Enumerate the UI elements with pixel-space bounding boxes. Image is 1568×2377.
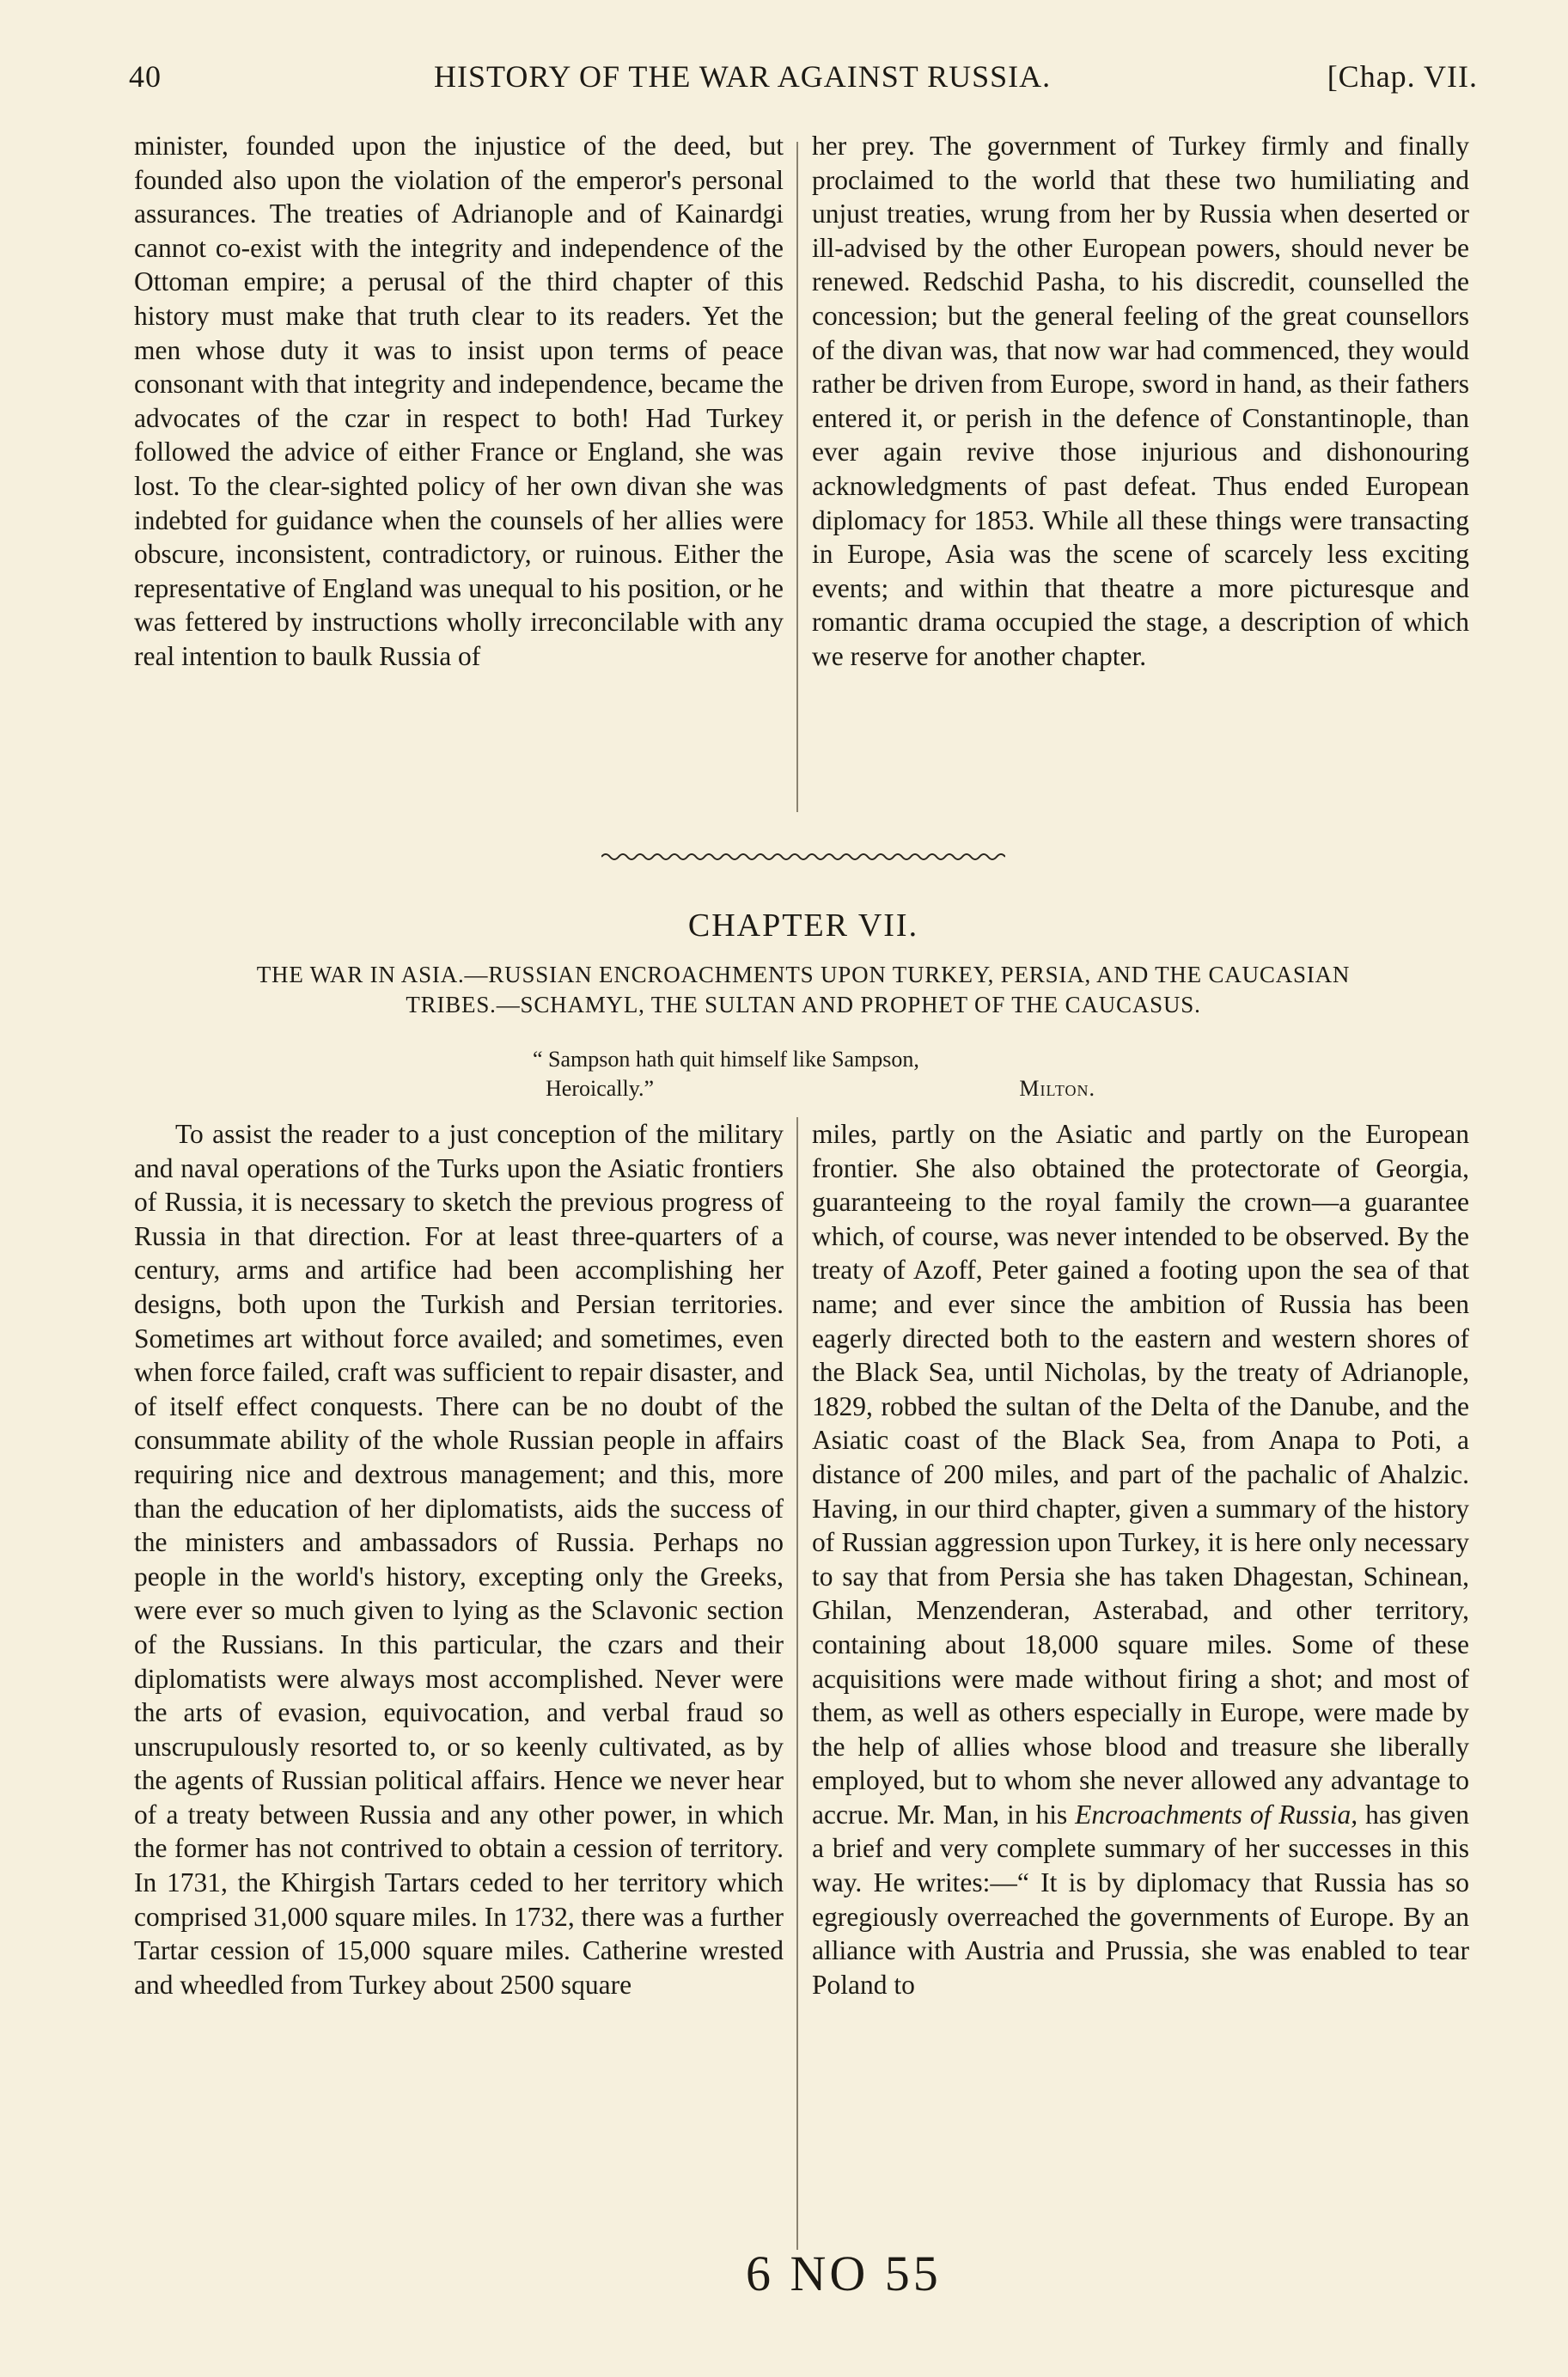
page-number: 40 <box>129 59 162 94</box>
top-left-column <box>134 129 784 816</box>
paragraph <box>812 1117 1469 2001</box>
epigraph-author: Milton. <box>1019 1076 1095 1101</box>
chapter-title-line-1: THE WAR IN ASIA.—RUSSIAN ENCROACHMENTS UPON TURKEY, PERSIA, AND THE CAUCASIAN <box>256 962 1351 987</box>
epigraph-line-2-text: Heroically.” <box>546 1076 655 1101</box>
book-title-italic: Encroachments of Russia, <box>1075 1799 1358 1830</box>
bottom-right-column <box>812 1117 1469 2250</box>
running-chapter: [Chap. VII. <box>1327 59 1478 94</box>
paragraph: To assist the reader to a just conception of the military and naval operations of the Turks upon the Asiatic frontiers of Russia, it is necessary to sketch the previous progress of Russia in that direction. For at least three-quarters of a century, arms and artifice had been accomplishing her designs, both upon the Turkish and Persian territories. Sometimes art without force availed; and sometimes, even when force failed, craft was sufficient to repair disaster, and of itself effect conquests. There can be no doubt of the consummate ability of the whole Russian people in affairs requiring nice and dextrous management; and this, more than the education of her diplomatists, aids the success of the ministers and ambassadors of Russia. Perhaps no people in the world's history, excepting only the Greeks, were ever so much given to lying as the Sclavonic section of the Russians. In this particular, the czars and their diplomatists were always most accomplished. Never were the arts of evasion, equivocation, and verbal fraud so unscrupulously resorted to, or so keenly cultivated, as by the agents of Russian political affairs. Hence we never hear of a treaty between Russia and any other power, in which the former has not contrived to obtain a cession of territory. In 1731, the Khirgish Tartars ceded to her territory which comprised 31,000 square miles. In 1732, there was a further Tartar cession of 15,000 square miles. Catherine wrested and wheedled from Turkey about 2500 square <box>134 1119 784 2000</box>
chapter-number: CHAPTER VII. <box>687 907 919 944</box>
running-title: HISTORY OF THE WAR AGAINST RUSSIA. <box>434 59 1052 94</box>
running-head <box>129 52 1478 103</box>
printer-signature-mark: 6 NO 55 <box>746 2246 942 2301</box>
epigraph <box>464 1045 1100 1103</box>
paragraph: minister, founded upon the injustice of the deed, but founded also upon the violation of the emperor's personal assurances. The treaties of Adrianople and of Kainardgi cannot co-exist with the integrity and independence of the Ottoman empire; a perusal of the third chapter of this history must make that truth clear to its readers. Yet the men whose duty it was to insist upon terms of peace consonant with that integrity and independence, became the advocates of the czar in respect to both! Had Turkey followed the advice of either France or England, she was lost. To the clear-sighted policy of her own divan she was indebted for guidance when the counsels of her allies were obscure, inconsistent, contradictory, or ruinous. Either the representative of England was unequal to his position, or he was fettered by instructions wholly irreconcilable with any real intention to baulk Russia of <box>134 131 784 671</box>
paragraph-part-2: has given a brief and very complete summary of her successes in this way. He writes:—“ It is by diplomacy that Russia has so egregiously overreached the governments of Europe. By an alliance with Austria and Prussia, she was enabled to tear Poland to <box>812 1799 1469 2000</box>
wavy-ornament-divider <box>601 851 1005 863</box>
chapter-title <box>129 960 1478 1020</box>
epigraph-line-1: “ Sampson hath quit himself like Sampson, <box>533 1047 919 1072</box>
bottom-left-column <box>134 1117 784 2250</box>
paragraph-part-1: miles, partly on the Asiatic and partly on the European frontier. She also obtained the protectorate of Georgia, guaranteeing to the royal family the crown—a guarantee which, of course, was never intended to be observed. By the treaty of Azoff, Peter gained a footing upon the sea of that name; and ever since the ambition of Russia has been eagerly directed both to the eastern and western shores of the Black Sea, until Nicholas, by the treaty of Adrianople, 1829, robbed the sultan of the Delta of the Danube, and the Asiatic coast of the Black Sea, from Anapa to Poti, a distance of 200 miles, and part of the pachalic of Ahalzic. Having, in our third chapter, given a summary of the history of Russian aggression upon Turkey, it is here only necessary to say that from Persia she has taken Dhagestan, Schinean, Ghilan, Menzenderan, Asterabad, and other territory, containing about 18,000 square miles. Some of these acquisitions were made without firing a shot; and most of them, as well as others especially in Europe, were made by the help of allies whose blood and treasure she liberally employed, but to whom she never allowed any advantage to accrue. Mr. Man, in his <box>812 1119 1469 1830</box>
epigraph-line-2 <box>464 1074 1100 1103</box>
paragraph: her prey. The government of Turkey firmly and finally proclaimed to the world that these two humiliating and unjust treaties, wrung from her by Russia when deserted or ill-advised by the other European powers, should never be renewed. Redschid Pasha, to his discredit, counselled the concession; but the general feeling of the great counsellors of the divan was, that now war had commenced, they would rather be driven from Europe, sword in hand, as their fathers entered it, or perish in the defence of Constantinople, than ever again revive those injurious and dishonouring acknowledgments of past defeat. Thus ended European diplomacy for 1853. While all these things were transacting in Europe, Asia was the scene of scarcely less exciting events; and within that theatre a more picturesque and romantic drama occupied the stage, a description of which we reserve for another chapter. <box>812 131 1469 671</box>
column-divider <box>796 142 798 812</box>
top-right-column <box>812 129 1469 816</box>
chapter-heading <box>129 907 1478 1020</box>
column-divider <box>796 1117 798 2250</box>
chapter-title-line-2: TRIBES.—SCHAMYL, THE SULTAN AND PROPHET OF THE CAUCASUS. <box>406 992 1201 1017</box>
